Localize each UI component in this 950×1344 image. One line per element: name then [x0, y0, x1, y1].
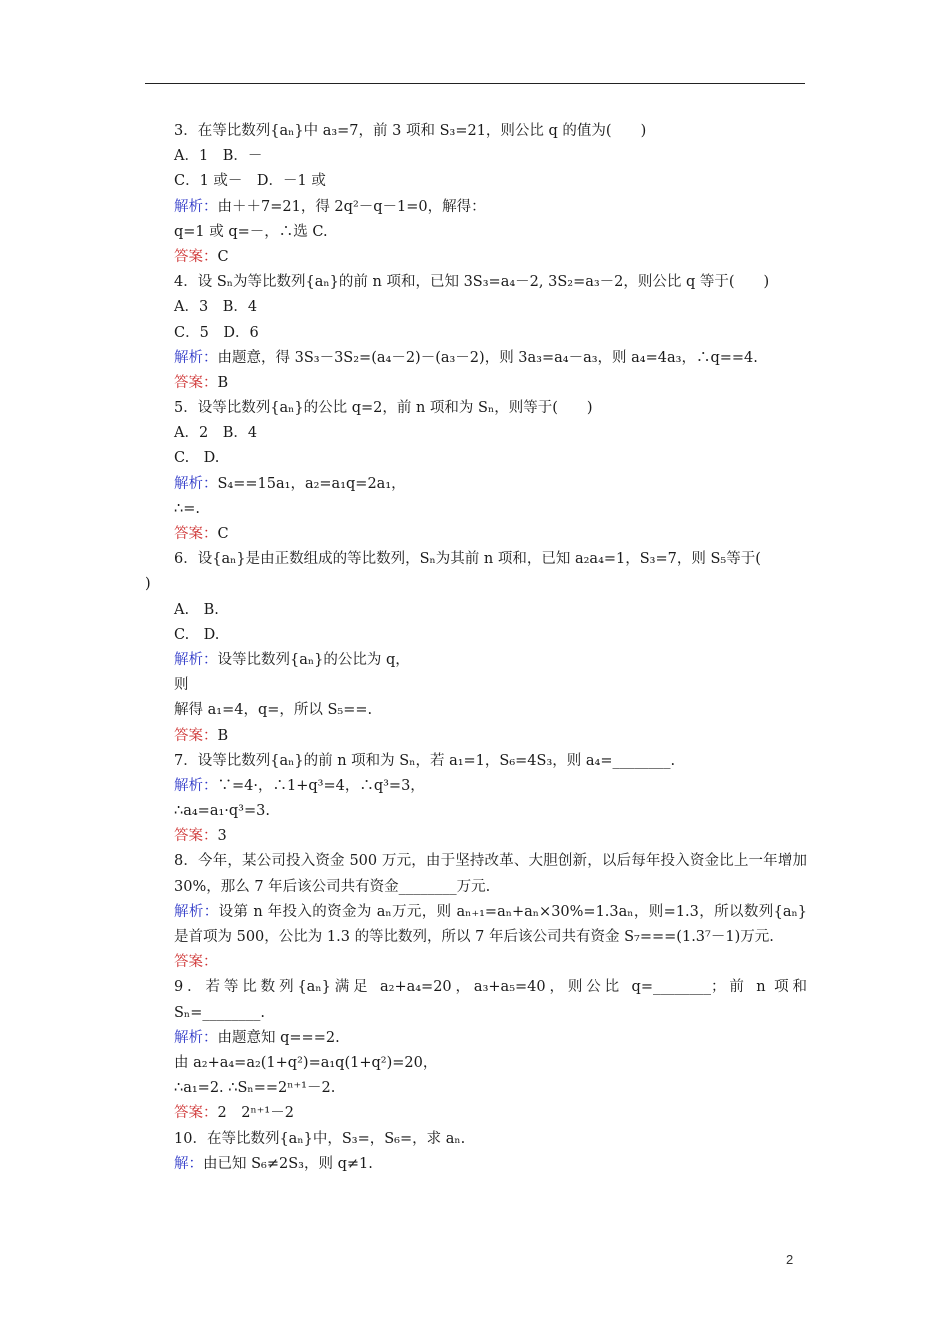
line-text: A．2 B．4 [174, 425, 258, 442]
text-line [145, 1076, 807, 1101]
line-text: ∴a₁=2. ∴Sₙ==2ⁿ⁺¹－2. [174, 1080, 336, 1097]
line-text: 3．在等比数列{aₙ}中 a₃=7，前 3 项和 S₃=21，则公比 q 的值为( ) [174, 123, 647, 139]
line-text: C. D. [174, 626, 220, 643]
text-line [145, 346, 807, 371]
line-text: C．1 或－ D．－1 或 [174, 173, 326, 190]
text-line [145, 472, 807, 497]
text-line [145, 547, 807, 572]
text-line [145, 446, 807, 471]
line-text: A. B. [174, 601, 219, 618]
line-text: ∵=4·，∴1+q³=4，∴q³=3， [217, 777, 425, 794]
analysis-label: 解析： [174, 777, 218, 794]
line-text: 设第 n 年投入的资金为 aₙ万元，则 aₙ₊₁=aₙ+aₙ×30%=1.3aₙ，则=1.3，所以数列{aₙ}是首项为 500，公比为 1.3 的等比数列，所以 7 年后该公司共有资金 S₇===(1.3⁷－1)万元. [174, 903, 807, 946]
text-line [145, 572, 807, 597]
answer-label: 答案： [174, 828, 218, 845]
text-line [145, 774, 807, 799]
line-text: 4．设 Sₙ为等比数列{aₙ}的前 n 项和，已知 3S₃=a₄－2, 3S₂=a₃－2，则公比 q 等于( ) [174, 274, 770, 291]
analysis-label: 解析： [174, 903, 219, 920]
line-text: 设等比数列{aₙ}的公比为 q， [217, 651, 410, 668]
text-line [145, 975, 807, 1025]
line-text: 9．若等比数列{aₙ}满足 a₂+a₄=20，a₃+a₅=40，则公比 q=________；前 n 项和 Sₙ=________. [174, 979, 807, 1021]
line-text: C [217, 248, 229, 265]
text-line [145, 144, 807, 169]
text-line [145, 295, 807, 320]
text-line [145, 321, 807, 346]
analysis-label: 解析： [174, 1029, 218, 1046]
text-line [145, 522, 807, 547]
text-line [145, 799, 807, 824]
answer-label: 答案： [174, 248, 218, 265]
text-line [145, 824, 807, 849]
line-text: C [217, 526, 229, 542]
text-line [145, 749, 807, 774]
answer-label: 答案： [174, 1105, 218, 1122]
text-line [145, 245, 807, 270]
text-line [145, 648, 807, 673]
text-line [145, 119, 807, 144]
line-text: 6．设{aₙ}是由正数组成的等比数列，Sₙ为其前 n 项和，已知 a₂a₄=1，S₃=7，则 S₅等于( [174, 551, 761, 568]
line-text: 由题意，得 3S₃－3S₂=(a₄－2)－(a₃－2)，则 3a₃=a₄－a₃，则 a₄=4a₃，∴q==4. [217, 349, 758, 366]
text-line [145, 220, 807, 245]
line-text: 解得 a₁=4，q=，所以 S₅==. [174, 702, 373, 719]
line-text: 5．设等比数列{aₙ}的公比 q=2，前 n 项和为 Sₙ，则等于( ) [174, 400, 593, 417]
text-line [145, 849, 807, 899]
line-text: B [217, 374, 229, 391]
text-line [145, 900, 807, 950]
line-text: 8．今年，某公司投入资金 500 万元，由于坚持改革、大胆创新，以后每年投入资金比上一年增加 30%，那么 7 年后该公司共有资金________万元. [174, 853, 807, 895]
line-text: ∴=. [174, 500, 200, 517]
text-line [145, 623, 807, 648]
solution-label: 解： [174, 1155, 203, 1172]
line-text: 由题意知 q===2. [217, 1029, 340, 1046]
text-line [145, 1152, 807, 1177]
line-text: C．5 D．6 [174, 324, 259, 341]
line-text: B [217, 727, 229, 744]
answer-label: 答案： [174, 727, 218, 744]
text-line [145, 270, 807, 295]
analysis-label: 解析： [174, 475, 218, 492]
header-rule [145, 83, 805, 84]
text-line [145, 1101, 807, 1126]
text-line [145, 1127, 807, 1152]
text-line [145, 724, 807, 749]
text-line [145, 673, 807, 698]
line-text: 2 2ⁿ⁺¹－2 [217, 1105, 294, 1122]
analysis-label: 解析： [174, 349, 218, 366]
document-body [145, 119, 807, 1177]
line-text: C. D. [174, 450, 220, 467]
text-line [145, 1051, 807, 1076]
answer-label: 答案： [174, 954, 218, 971]
line-text: ) [145, 576, 151, 593]
line-text: 3 [217, 828, 227, 845]
text-line [145, 950, 807, 975]
text-line [145, 371, 807, 396]
line-text: 7．设等比数列{aₙ}的前 n 项和为 Sₙ，若 a₁=1，S₆=4S₃，则 a₄=________. [174, 752, 676, 769]
line-text: 由已知 S₆≠2S₃，则 q≠1. [203, 1155, 373, 1172]
line-text: 由 a₂+a₄=a₂(1+q²)=a₁q(1+q²)=20， [174, 1055, 438, 1072]
analysis-label: 解析： [174, 198, 218, 215]
analysis-label: 解析： [174, 651, 218, 668]
line-text: 则 [174, 677, 189, 694]
line-text: A．1 B．－ [174, 148, 263, 165]
line-text: 由＋＋7=21，得 2q²－q－1=0，解得： [217, 198, 486, 215]
text-line [145, 497, 807, 522]
text-line [145, 195, 807, 220]
line-text: 10．在等比数列{aₙ}中，S₃=，S₆=，求 aₙ. [174, 1130, 466, 1147]
line-text: A．3 B．4 [174, 299, 258, 316]
text-line [145, 421, 807, 446]
line-text: ∴a₄=a₁·q³=3. [174, 803, 270, 820]
answer-label: 答案： [174, 374, 218, 391]
answer-label: 答案： [174, 526, 218, 542]
text-line [145, 169, 807, 194]
line-text: S₄==15a₁，a₂=a₁q=2a₁， [217, 475, 406, 492]
text-line [145, 396, 807, 421]
text-line [145, 698, 807, 723]
line-text: q=1 或 q=－，∴选 C. [174, 223, 328, 240]
text-line [145, 1026, 807, 1051]
text-line [145, 598, 807, 623]
page-number: 2 [786, 1252, 794, 1267]
